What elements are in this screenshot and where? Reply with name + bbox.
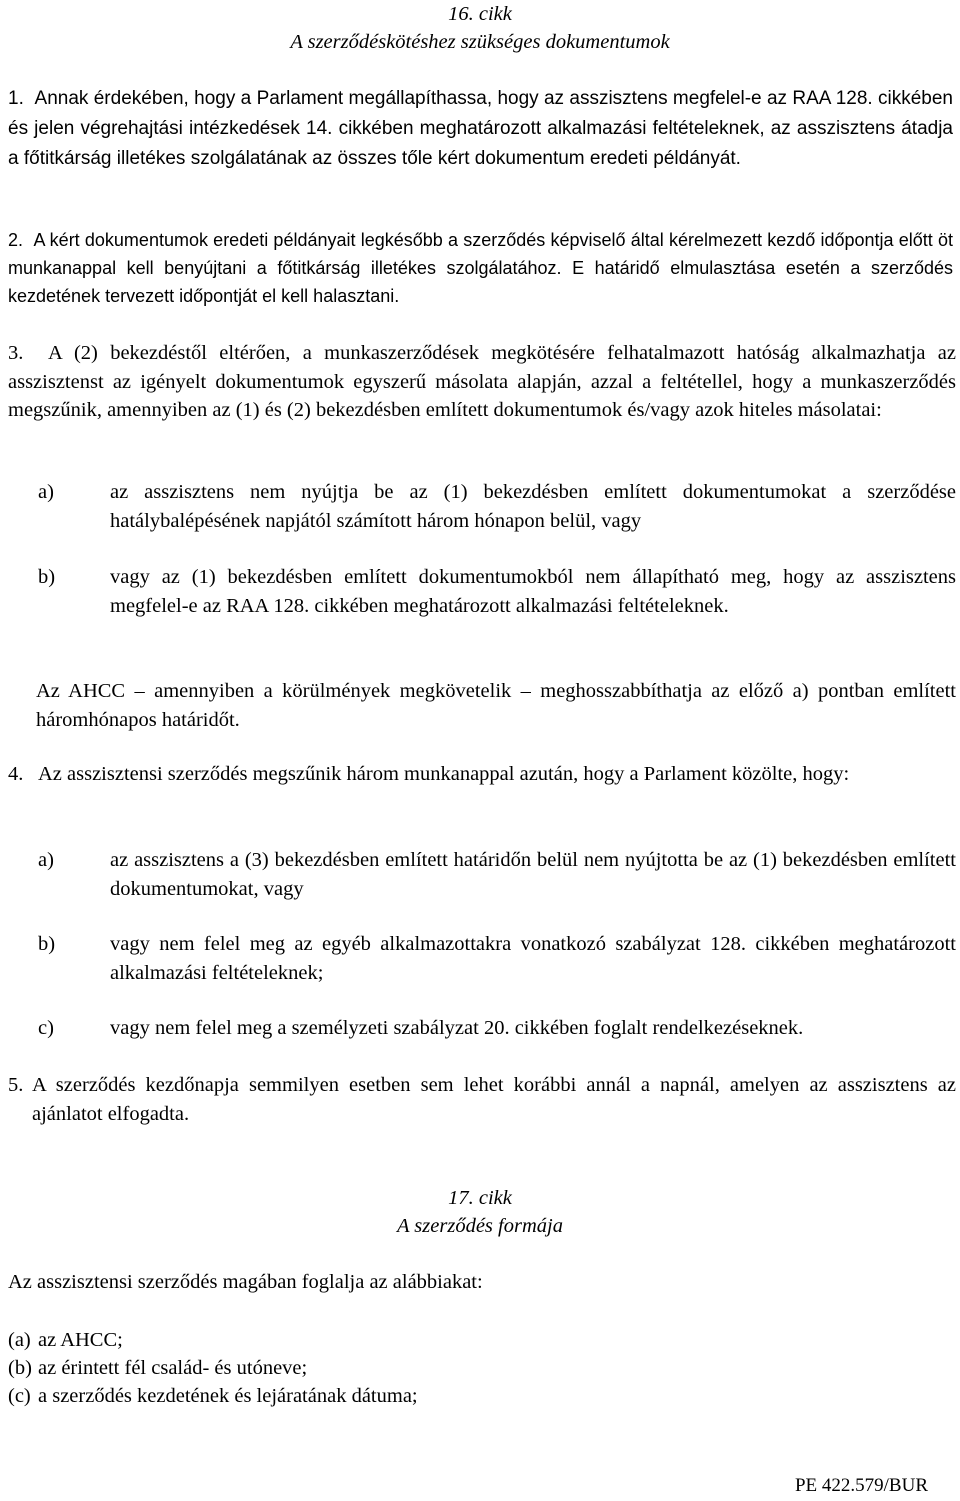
list-item-text: az asszisztens a (3) bekezdésben említett határidőn belül nem nyújtotta be az (1) bekezdésben említett dokumentumokat, vagy [110,849,956,900]
document-reference: PE 422.579/BUR [794,1475,928,1496]
paragraph-1-text: Annak érdekében, hogy a Parlament megállapíthassa, hogy az asszisztens megfelel-e az RAA 128. cikkében és jelen végrehajtási intézkedések 14. cikkében meghatározott alkalmazási feltételeknek, az asszisztens átadja a főtitkárság illetékes szolgálatának az összes tőle kért dokumentum eredeti példányát. [8,88,954,169]
article-16-title: A szerződéskötéshez szükséges dokumentumok [290,31,670,53]
paragraph-3-number: 3. [8,342,24,364]
list-item [38,563,956,651]
paragraph-2-text: A kért dokumentumok eredeti példányait legkésőbb a szerződés képviselő által kérelmezett kezdő időpontja előtt öt munkanappal kell benyújtani a főtitkárság illetékes szolgálatához. E határidő elmulasztása esetén a szerződés kezdetének tervezett időpontját el kell halasztani. [8,230,953,306]
list-item-label: b) [38,566,56,588]
list-item-text: az asszisztens nem nyújtja be az (1) bekezdésben említett dokumentumokat a szerződése hatálybalépésének napjától számított három hónapon belül, vagy [110,481,956,532]
article-16-number: 16. cikk [448,3,512,25]
list-item-text: a szerződés kezdetének és lejáratának dátuma; [38,1385,418,1407]
list-item [38,1014,956,1044]
list-item [8,1382,956,1412]
paragraph-5-number: 5. [8,1074,24,1096]
article-17-title: A szerződés formája [397,1215,563,1237]
list-item-text: vagy az (1) bekezdésben említett dokumentumokból nem állapítható meg, hogy az asszisztens megfelel-e az RAA 128. cikkében meghatározott alkalmazási feltételeknek. [110,566,956,617]
list-item-text: az érintett fél család- és utóneve; [38,1357,308,1379]
list-item-label: (c) [8,1385,31,1407]
list-item-label: a) [38,481,54,503]
list-item [38,930,956,990]
paragraph-3-text: A (2) bekezdéstől eltérően, a munkaszerződések megkötésére felhatalmazott hatóság alkalmazhatja az asszisztenst az igényelt dokumentumok egyszerű másolata alapján, azzal a feltétellel, hogy a munkaszerződés megszűnik, amennyiben az (1) és (2) bekezdésben említett dokumentumok és/vagy azok hiteles másolatai: [8,342,956,421]
paragraph-5-text: A szerződés kezdőnapja semmilyen esetben sem lehet korábbi annál a napnál, amelyen az asszisztens az ajánlatot elfogadta. [32,1074,956,1125]
paragraph-1-number: 1. [8,88,24,109]
paragraph-4-number: 4. [8,763,24,785]
paragraph-1 [8,84,953,174]
paragraph-3 [8,339,956,425]
list-item-text: az AHCC; [38,1329,123,1351]
paragraph-5 [8,1071,956,1128]
paragraph-4 [8,760,956,789]
paragraph-4-text: Az asszisztensi szerződés megszűnik három munkanappal azután, hogy a Parlament közölte, hogy: [38,763,850,785]
list-item-label: c) [38,1017,54,1039]
list-item-label: a) [38,849,54,871]
list-item-text: vagy nem felel meg az egyéb alkalmazottakra vonatkozó szabályzat 128. cikkében meghatározott alkalmazási feltételeknek; [110,933,956,984]
list-item [38,846,956,906]
list-item-label: (a) [8,1329,31,1351]
list-item-label: (b) [8,1357,32,1379]
list-item-label: b) [38,933,56,955]
paragraph-3-after: Az AHCC – amennyiben a körülmények megkövetelik – meghosszabbíthatja az előző a) pontban említett háromhónapos határidőt. [36,680,956,731]
paragraph-2-number: 2. [8,230,24,250]
list-item-text: vagy nem felel meg a személyzeti szabályzat 20. cikkében foglalt rendelkezéseknek. [110,1017,804,1039]
list-item [8,1354,956,1384]
list-item [38,478,956,538]
paragraph-2 [8,226,953,310]
list-item [8,1326,956,1356]
article-17-number: 17. cikk [448,1187,512,1209]
article-17-intro: Az asszisztensi szerződés magában foglalja az alábbiakat: [8,1271,483,1293]
